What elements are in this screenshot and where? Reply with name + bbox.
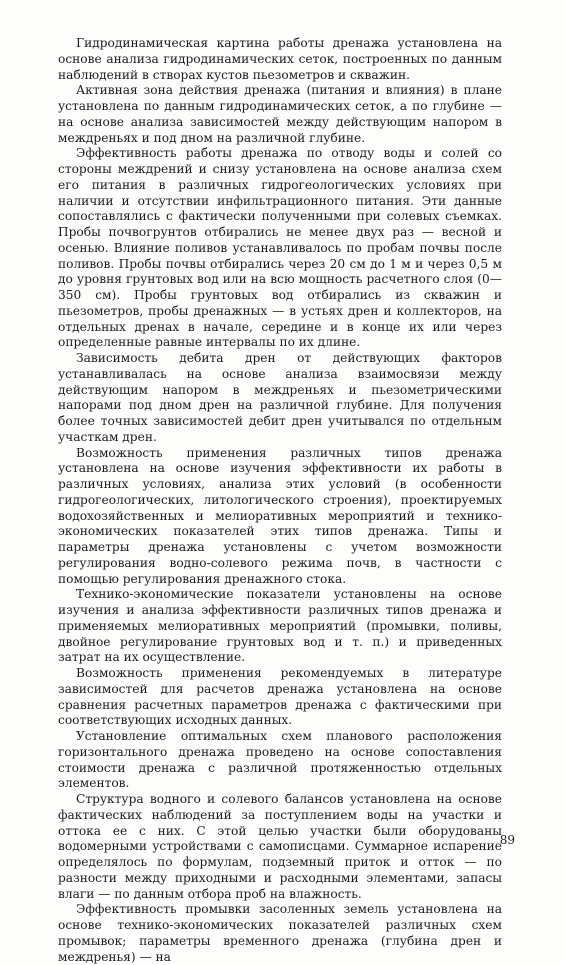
paragraph-water-salt-balance: Структура водного и солевого балансов установлена на основе фактических наблюдений за поступлением воды на участки и оттока ее с них. С этой целью участки были оборудованы водомерными устройствами с самописцами. Суммарное испарение определялось по формулам, подземный приток и отток — по разности между приходными и расходными элементами, запасы влаги — по данным отбора проб на влажность. [58, 792, 502, 901]
paragraph-economic-indicators: Технико-экономические показатели установлены на основе изучения и анализа эффективности различных типов дренажа и применяемых мелиоративных мероприятий (промывки, поливы, двойное регулирование грунтовых вод и т. п.) и приведенных затрат на их осуществление. [58, 587, 502, 665]
paragraph-literature-dependencies: Возможность применения рекомендуемых в литературе зависимостей для расчетов дренажа установлена на основе сравнения расчетных параметров дренажа с фактическими при соответствующих исходных данных. [58, 666, 502, 728]
page-number: 89 [499, 833, 515, 847]
paragraph-leaching-efficiency: Эффективность промывки засоленных земель установлена на основе технико-экономических показателей различных схем промывок; параметры временного дренажа (глубина дрен и междренья) — на [58, 902, 502, 964]
paragraph-optimal-layouts: Установление оптимальных схем планового расположения горизонтального дренажа проведено на основе сопоставления стоимости дренажа с различной протяженностью отдельных элементов. [58, 729, 502, 791]
document-body [58, 36, 502, 965]
paragraph-drainage-efficiency: Эффективность работы дренажа по отводу воды и солей со стороны междрений и снизу установлена на основе анализа схем его питания в различных гидрогеологических условиях при наличии и отсутствии инфильтрационного питания. Эти данные сопоставлялись с фактически полученными при солевых съемках. Пробы почвогрунтов отбирались не менее двух раз — весной и осенью. Влияние поливов устанавливалось по пробам почвы после поливов. Пробы почвы отбирались через 20 см до 1 м и через 0,5 м до уровня грунтовых вод или на всю мощность расчетного слоя (0—350 см). Пробы грунтовых вод отбирались из скважин и пьезометров, пробы дренажных — в устьях дрен и коллекторов, на отдельных дренах в начале, середине и в конце их или через определенные равные интервалы по их длине. [58, 146, 502, 350]
paragraph-drain-discharge: Зависимость дебита дрен от действующих факторов устанавливалась на основе анализа взаимосвязи между действующим напором в междреньях и пьезометрическими напорами под дном дрен на различной глубине. Для получения более точных зависимостей дебит дрен учитывался по отдельным участкам дрен. [58, 351, 502, 444]
paragraph-hydrodynamic-picture: Гидродинамическая картина работы дренажа установлена на основе анализа гидродинамических сеток, построенных по данным наблюдений в створах кустов пьезометров и скважин. [58, 36, 502, 82]
paragraph-drainage-types: Возможность применения различных типов дренажа установлена на основе изучения эффективности их работы в различных условиях, анализа этих условий (в особенности гидрогеологических, литологического строения), проектируемых водохозяйственных и мелиоративных мероприятий и технико-экономических показателей этих типов дренажа. Типы и параметры дренажа установлены с учетом возможности регулирования водно-солевого режима почв, в частности с помощью регулирования дренажного стока. [58, 445, 502, 586]
paragraph-active-zone: Активная зона действия дренажа (питания и влияния) в плане установлена по данным гидродинамических сеток, а по глубине — на основе анализа зависимостей между действующим напором в междреньях и под дном на различной глубине. [58, 83, 502, 145]
